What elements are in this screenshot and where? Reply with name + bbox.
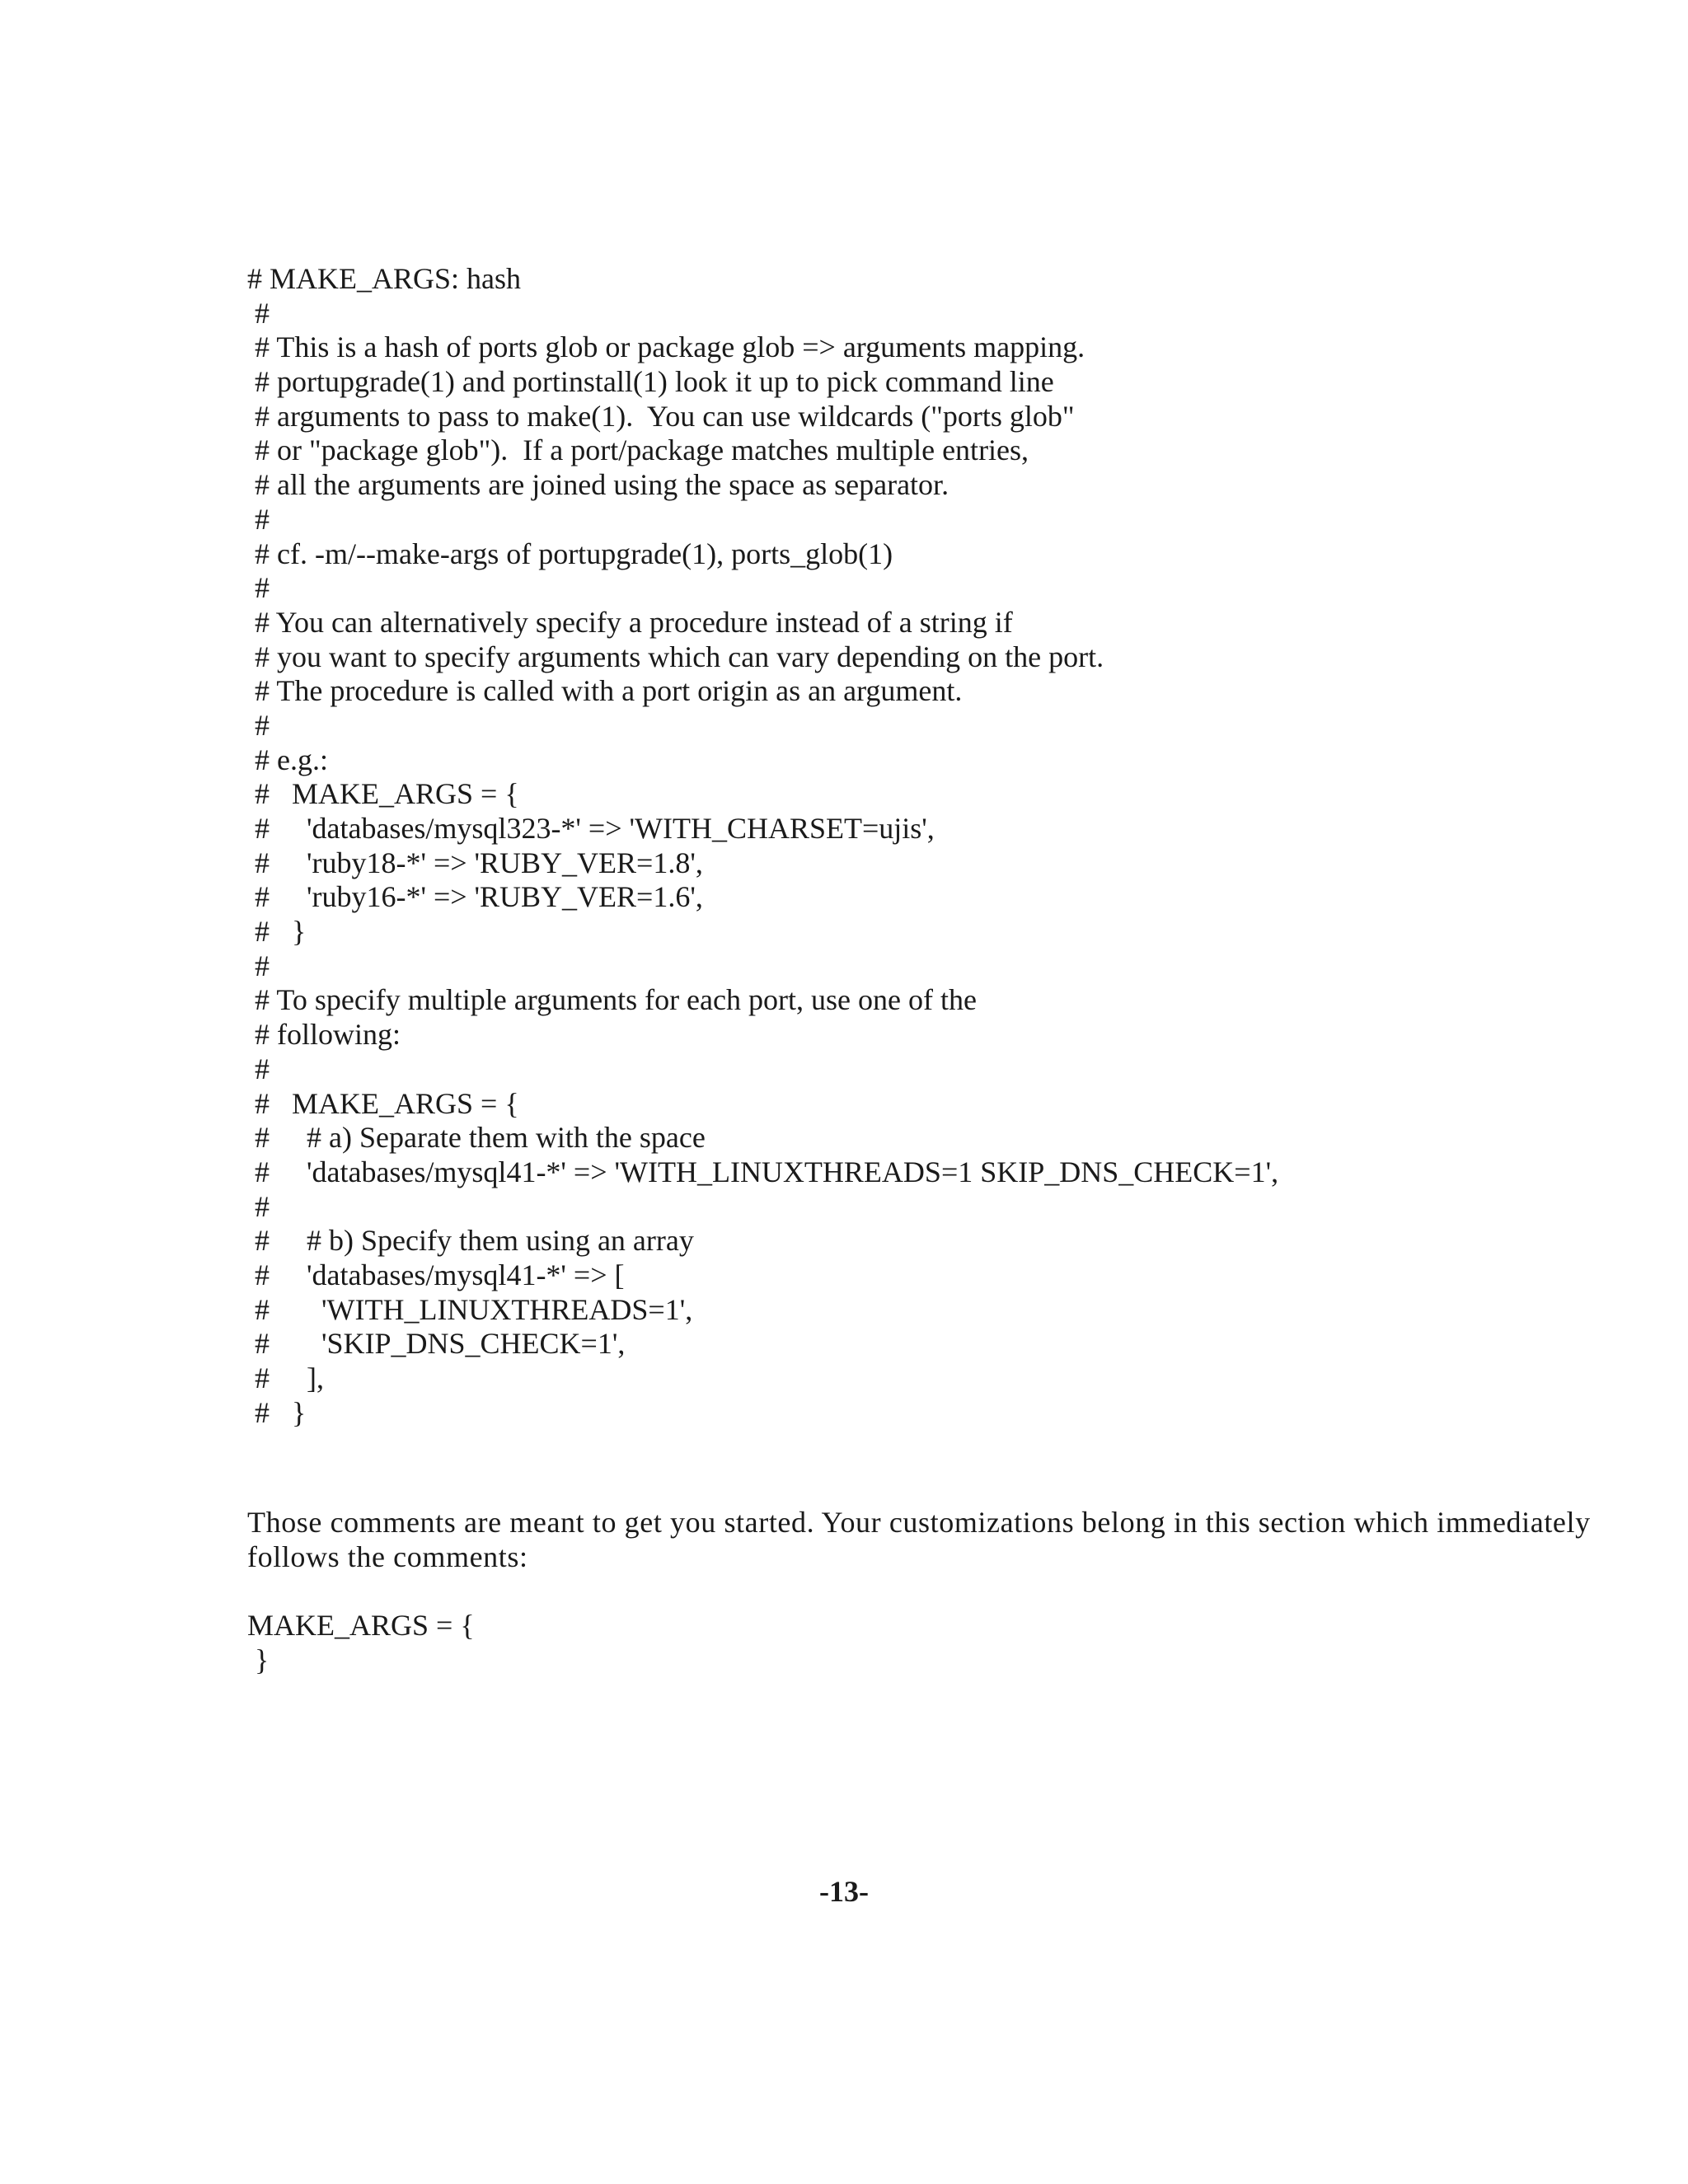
code-line: # 'ruby16-*' => 'RUBY_VER=1.6', [247,880,703,914]
code-line: # 'databases/mysql41-*' => 'WITH_LINUXTHREADS=1 SKIP_DNS_CHECK=1', [247,1155,1279,1188]
code-line: # MAKE_ARGS = { [247,1086,519,1120]
code-line: # [247,1189,270,1223]
body-paragraph: Those comments are meant to get you started. Your customizations belong in this section which immediately follows the comments: [247,1506,1591,1573]
code-line: # ], [247,1361,324,1394]
code-line: # e.g.: [247,743,328,776]
code-line: # # a) Separate them with the space [247,1121,706,1155]
code-line: # or "package glob"). If a port/package matches multiple entries, [247,434,1029,467]
code-line: # } [247,1395,307,1429]
code-line: # you want to specify arguments which can vary depending on the port. [247,640,1104,673]
code-line: # 'databases/mysql41-*' => [ [247,1258,625,1291]
code-line: # } [247,915,307,949]
code-line: # [247,708,270,742]
code-line: # 'WITH_LINUXTHREADS=1', [247,1292,693,1326]
code-line: # To specify multiple arguments for each port, use one of the [247,983,977,1017]
code-line: } [247,1643,270,1676]
code-line: # [247,949,270,982]
code-line: # MAKE_ARGS = { [247,777,519,811]
code-line: # MAKE_ARGS: hash [247,262,522,295]
code-line: # portupgrade(1) and portinstall(1) look it up to pick command line [247,365,1054,399]
code-line: # [247,502,270,536]
make-args-block [247,1609,1648,1677]
code-line: # # b) Specify them using an array [247,1224,694,1258]
code-line: # 'databases/mysql323-*' => 'WITH_CHARSET=ujis', [247,812,935,845]
code-line: # 'SKIP_DNS_CHECK=1', [247,1327,626,1361]
page-number: -13- [819,1875,869,1908]
code-line: # The procedure is called with a port origin as an argument. [247,674,963,708]
code-line: # This is a hash of ports glob or package glob => arguments mapping. [247,330,1085,364]
code-line: # You can alternatively specify a procedure instead of a string if [247,605,1013,639]
code-comment-block [247,262,1648,1430]
code-line: # cf. -m/--make-args of portupgrade(1), ports_glob(1) [247,537,893,570]
code-line: # following: [247,1018,401,1052]
code-line: # [247,296,270,330]
code-line: # 'ruby18-*' => 'RUBY_VER=1.8', [247,846,703,879]
code-line: # [247,571,270,605]
code-line: # all the arguments are joined using the space as separator. [247,468,950,502]
code-line: # [247,1052,270,1085]
code-line: MAKE_ARGS = { [247,1609,475,1642]
code-line: # arguments to pass to make(1). You can use wildcards ("ports glob" [247,399,1075,433]
